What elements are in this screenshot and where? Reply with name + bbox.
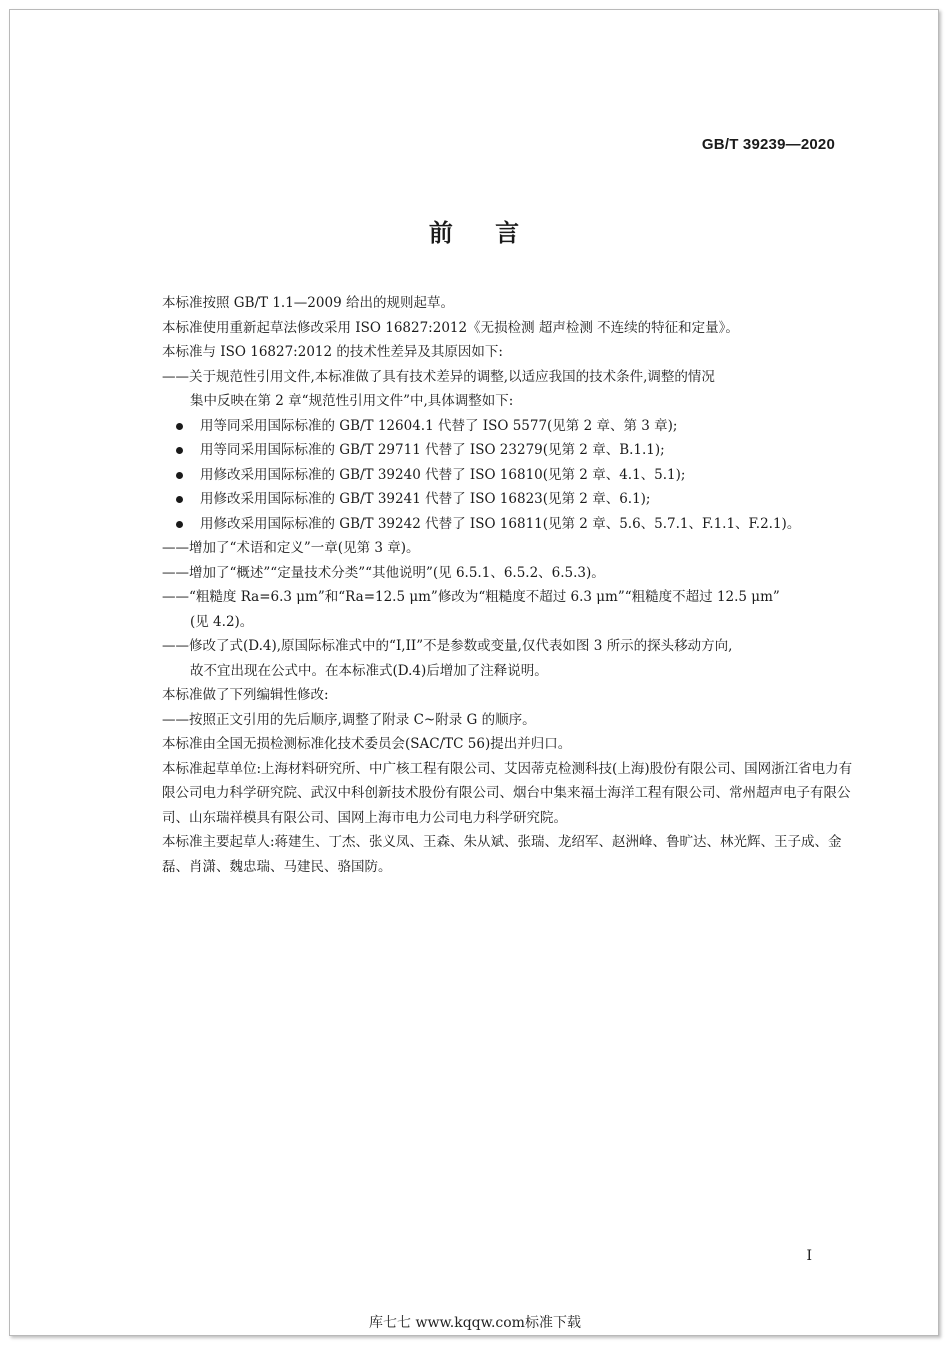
bullet-icon [176, 447, 183, 454]
diff-item-overview: ——增加了“概述”“定量技术分类”“其他说明”(见 6.5.1、6.5.2、6.5.3)。 [162, 564, 605, 581]
footer-watermark: 库七七 www.kqqw.com标准下载 [369, 1315, 581, 1331]
list-item: 用等同采用国际标准的 GB/T 29711 代替了 ISO 23279(见第 2 章、B.1.1); [162, 438, 862, 463]
page-number: I [806, 1248, 812, 1264]
bullet-icon [176, 496, 183, 503]
list-item: 用等同采用国际标准的 GB/T 12604.1 代替了 ISO 5577(见第 2 章、第 3 章); [162, 414, 862, 439]
diff-item-terms: ——增加了“术语和定义”一章(见第 3 章)。 [162, 540, 420, 556]
bullet-icon [176, 472, 183, 479]
paragraph-drafters: 本标准主要起草人:蒋建生、丁杰、张义凤、王森、朱从斌、张瑞、龙绍军、赵洲峰、鲁旷达、林光辉、王子成、金磊、肖潇、魏忠瑞、马建民、骆国防。 [162, 834, 842, 875]
bullet-icon [176, 521, 183, 528]
paragraph-differences-intro: 本标准与 ISO 16827:2012 的技术性差异及其原因如下: [162, 344, 503, 360]
diff-item-roughness-cont: (见 4.2)。 [190, 613, 254, 630]
list-item: 用修改采用国际标准的 GB/T 39241 代替了 ISO 16823(见第 2 章、6.1); [162, 487, 862, 512]
diff-item-roughness: ——“粗糙度 Ra=6.3 μm”和“Ra=12.5 μm”修改为“粗糙度不超过 6.3 μm”“粗糙度不超过 12.5 μm” [162, 589, 780, 605]
diff-item-formula-cont: 故不宜出现在公式中。在本标准式(D.4)后增加了注释说明。 [190, 662, 548, 679]
diff-item-normative-refs-cont: 集中反映在第 2 章“规范性引用文件”中,具体调整如下: [190, 393, 514, 409]
paragraph-editorial-intro: 本标准做了下列编辑性修改: [162, 687, 329, 703]
list-item: 用修改采用国际标准的 GB/T 39240 代替了 ISO 16810(见第 2 章、4.1、5.1); [162, 463, 862, 488]
paragraph-drafting-units: 本标准起草单位:上海材料研究所、中广核工程有限公司、艾因蒂克检测科技(上海)股份有限公司、国网浙江省电力有限公司电力科学研究院、武汉中科创新技术股份有限公司、烟台中集来福士海洋工程有限公司、常州超声电子有限公司、山东瑞祥模具有限公司、国网上海市电力公司电力科学研究院。 [162, 760, 853, 826]
paragraph-drafting-rule: 本标准按照 GB/T 1.1—2009 给出的规则起草。 [162, 295, 454, 311]
list-item: 用修改采用国际标准的 GB/T 39242 代替了 ISO 16811(见第 2 章、5.6、5.7.1、F.1.1、F.2.1)。 [162, 512, 862, 537]
editorial-item: ——按照正文引用的先后顺序,调整了附录 C~附录 G 的顺序。 [162, 711, 536, 728]
diff-item-formula: ——修改了式(D.4),原国际标准式中的“I,II”不是参数或变量,仅代表如图 3 所示的探头移动方向, [162, 638, 733, 654]
bullet-icon [176, 423, 183, 430]
page-title: 前 言 [428, 219, 520, 247]
foreword-body [162, 291, 862, 879]
document-page [9, 9, 939, 1336]
standard-number: GB/T 39239—2020 [701, 136, 835, 153]
diff-item-normative-refs: ——关于规范性引用文件,本标准做了具有技术差异的调整,以适应我国的技术条件,调整的情况 [162, 368, 715, 385]
paragraph-adoption: 本标准使用重新起草法修改采用 ISO 16827:2012《无损检测 超声检测 不连续的特征和定量》。 [162, 319, 739, 336]
paragraph-proposer: 本标准由全国无损检测标准化技术委员会(SAC/TC 56)提出并归口。 [162, 736, 572, 752]
